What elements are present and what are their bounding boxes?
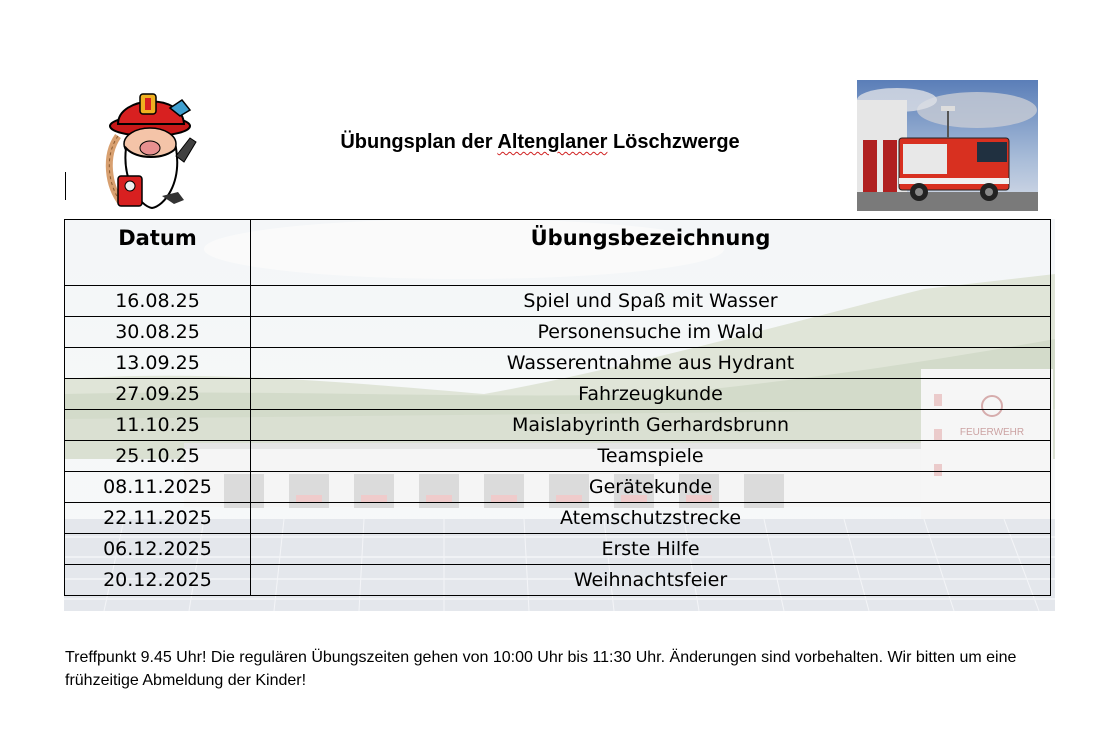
- title-suffix: Löschzwerge: [607, 131, 740, 153]
- row-date: 22.11.2025: [65, 503, 251, 534]
- table-row: [65, 379, 1051, 410]
- table-header-row: [65, 220, 1051, 286]
- table-row: [65, 441, 1051, 472]
- fire-truck-photo: [857, 80, 1038, 211]
- table-row: [65, 503, 1051, 534]
- row-date: 13.09.25: [65, 348, 251, 379]
- table-row: [65, 348, 1051, 379]
- title-prefix: Übungsplan der: [340, 131, 498, 153]
- table-row: [65, 472, 1051, 503]
- row-topic: Teamspiele: [251, 441, 1051, 472]
- table-row: [65, 534, 1051, 565]
- row-topic: Maislabyrinth Gerhardsbrunn: [251, 410, 1051, 441]
- row-date: 16.08.25: [65, 286, 251, 317]
- title-town: Altenglaner: [497, 131, 608, 153]
- row-date: 11.10.25: [65, 410, 251, 441]
- row-date: 08.11.2025: [65, 472, 251, 503]
- schedule-table: [64, 219, 1051, 596]
- row-date: 20.12.2025: [65, 565, 251, 596]
- row-date: 30.08.25: [65, 317, 251, 348]
- footer-note: Treffpunkt 9.45 Uhr! Die regulären Übungszeiten gehen von 10:00 Uhr bis 11:30 Uhr. Änderungen sind vorbehalten. Wir bitten um eine frühzeitige Abmeldung der Kinder!: [65, 649, 1017, 689]
- row-topic: Weihnachtsfeier: [251, 565, 1051, 596]
- row-topic: Personensuche im Wald: [251, 317, 1051, 348]
- station-sign: FEUERWEHR: [959, 427, 1025, 438]
- column-header-topic: Übungsbezeichnung: [251, 220, 1051, 286]
- table-row: [65, 410, 1051, 441]
- text-cursor: [65, 172, 66, 200]
- row-topic: Atemschutzstrecke: [251, 503, 1051, 534]
- row-date: 27.09.25: [65, 379, 251, 410]
- row-topic: Fahrzeugkunde: [251, 379, 1051, 410]
- page-title: [280, 131, 800, 154]
- table-row: [65, 565, 1051, 596]
- row-date: 25.10.25: [65, 441, 251, 472]
- row-topic: Gerätekunde: [251, 472, 1051, 503]
- row-date: 06.12.2025: [65, 534, 251, 565]
- table-row: [65, 286, 1051, 317]
- row-topic: Wasserentnahme aus Hydrant: [251, 348, 1051, 379]
- firefighter-gnome-mascot: [100, 86, 200, 210]
- row-topic: Spiel und Spaß mit Wasser: [251, 286, 1051, 317]
- row-topic: Erste Hilfe: [251, 534, 1051, 565]
- table-row: [65, 317, 1051, 348]
- column-header-date: Datum: [65, 220, 251, 286]
